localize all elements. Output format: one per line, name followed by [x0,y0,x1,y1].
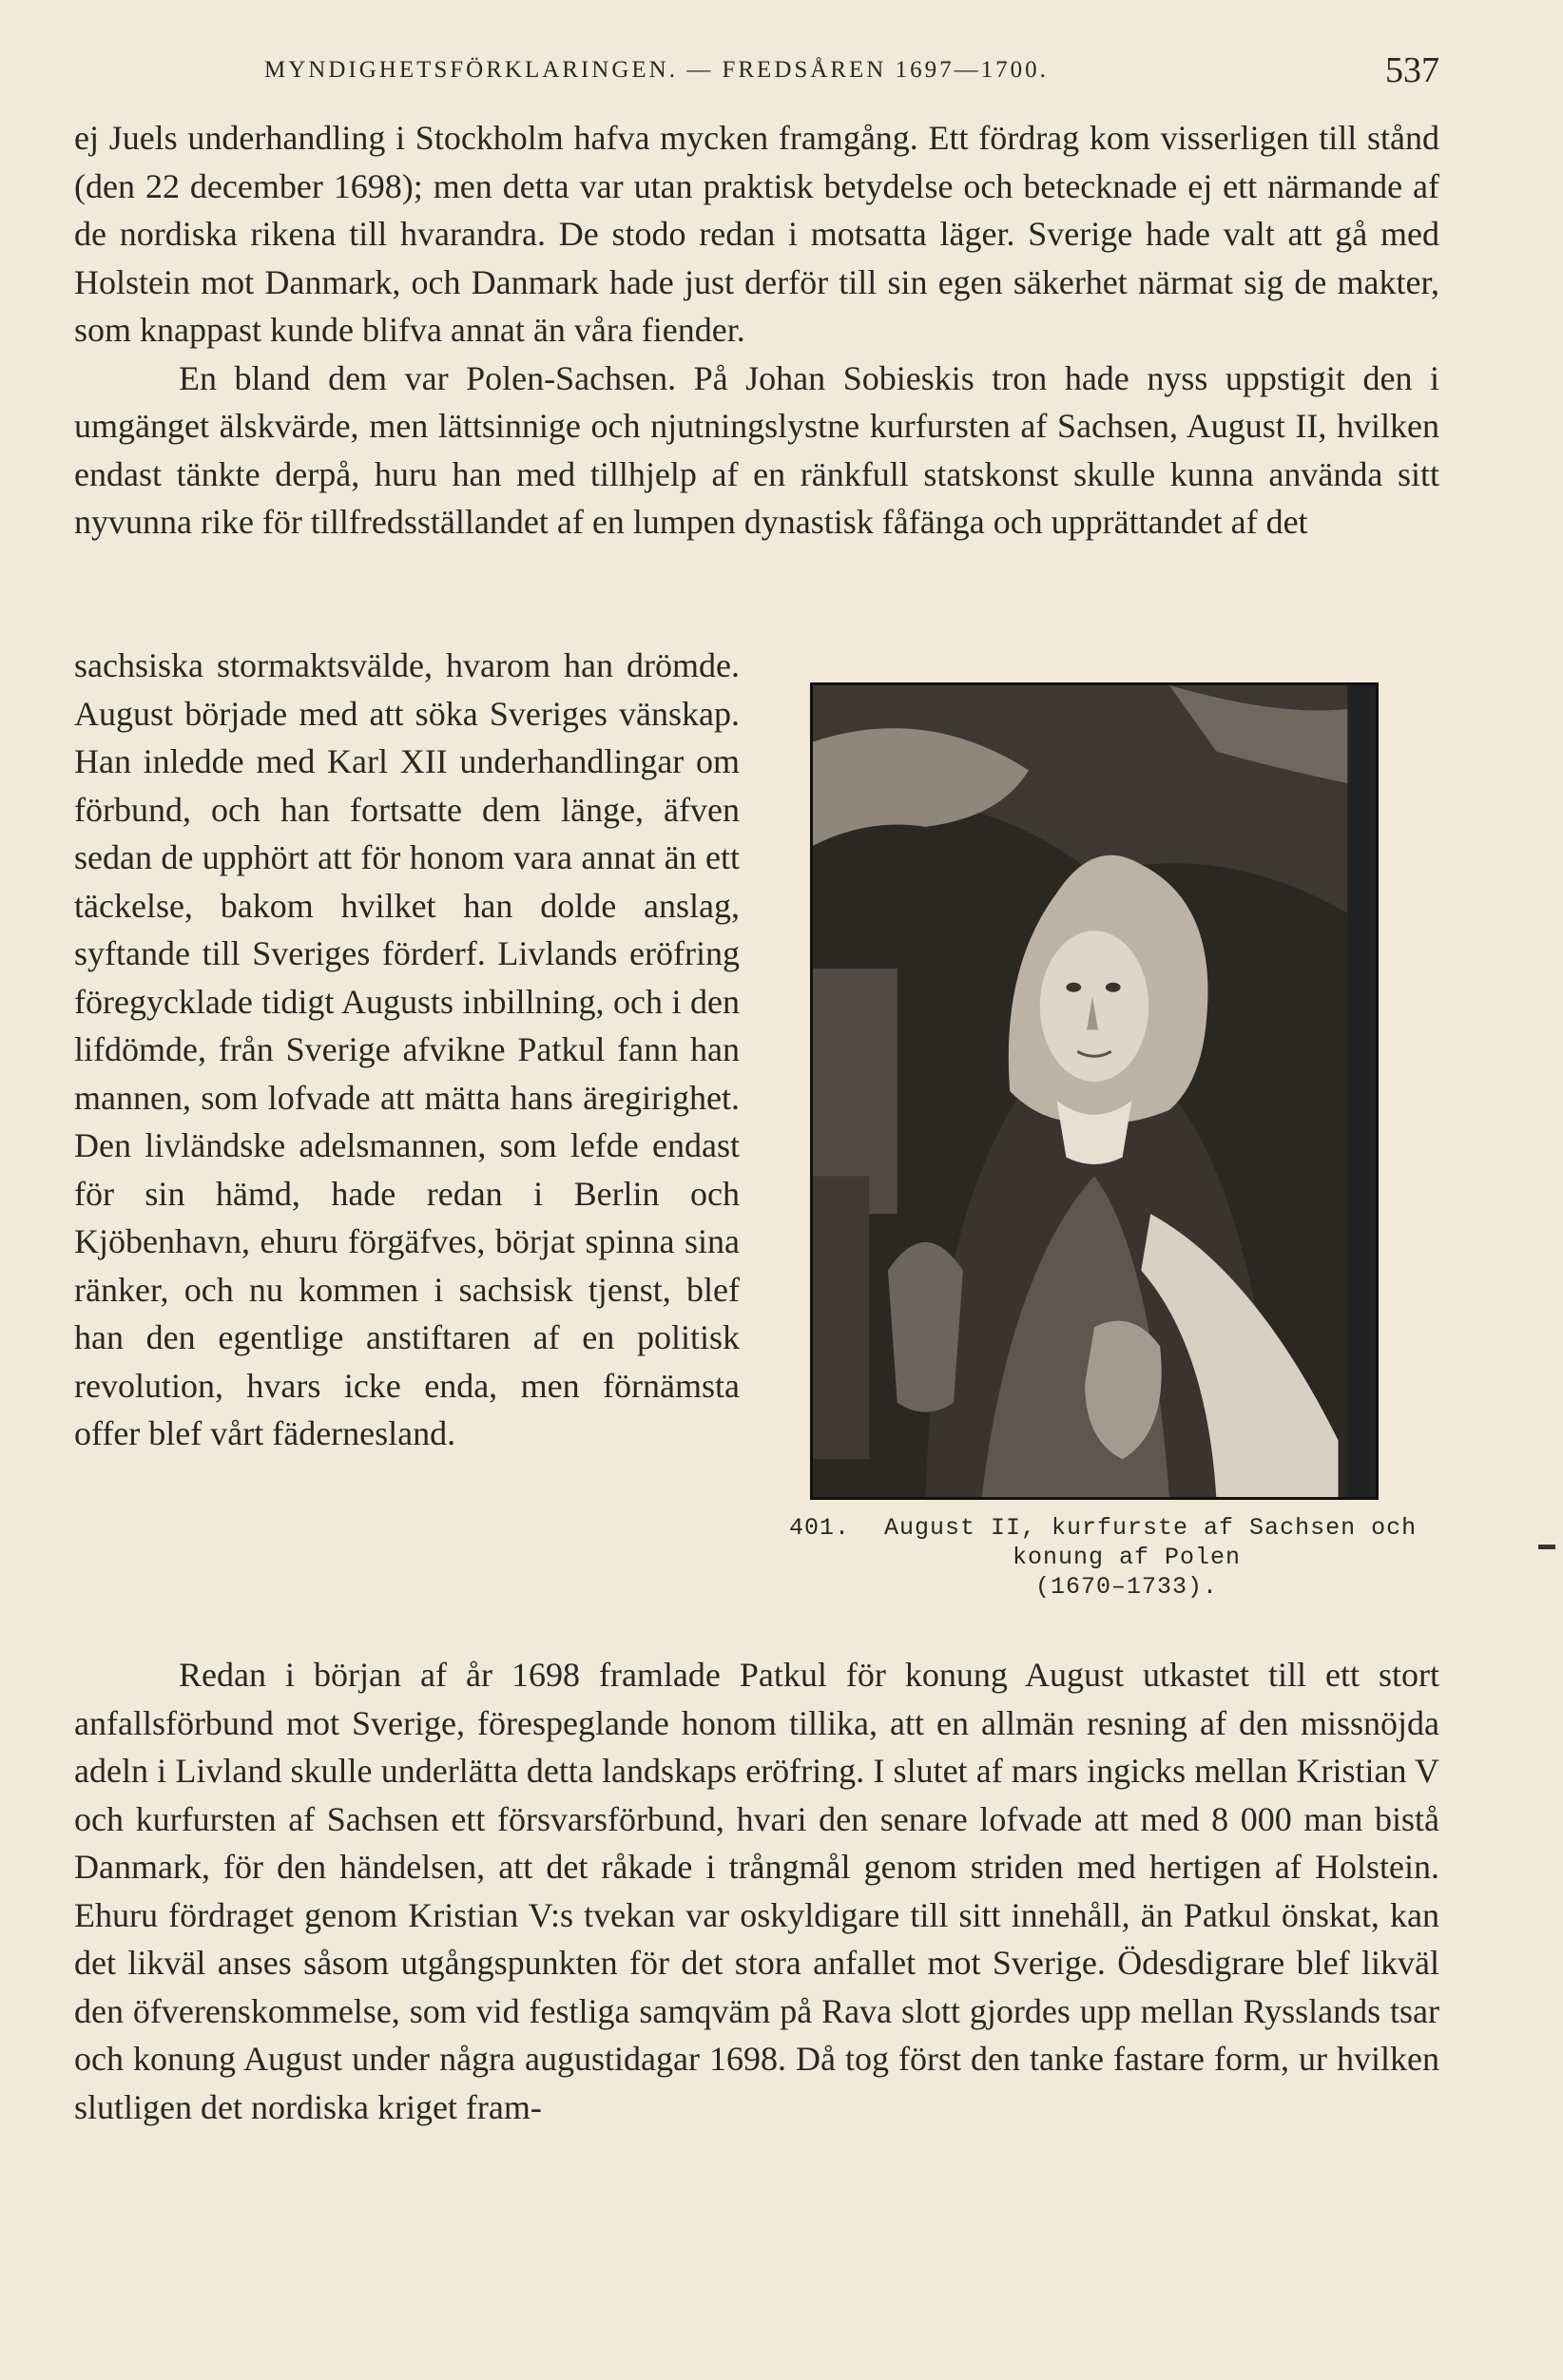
page-header [74,49,1439,90]
portrait-illustration [813,685,1376,1497]
caption-line-1 [789,1513,1436,1543]
paragraph-2-continued: sachsiska stormaktsvälde, hvarom han drömde. August började med att söka Sveriges vänskap. Han inledde med Karl XII underhandlingar om förbund, och han fortsatte dem länge, äfven sedan de upphört att för honom vara annat än ett täckelse, bakom hvilket han dolde anslag, syftande till Sveriges förderf. Livlands eröfring föregycklade tidigt Augusts inbillning, och i den lifdömde, från Sverige afvikne Patkul fann han mannen, som lofvade att mätta hans äregirighet. Den livländske adelsmannen, som lefde endast för sin hämd, hade redan i Berlin och Kjöbenhavn, ehuru förgäfves, börjat spinna sina ränker, och nu kommen i sachsisk tjenst, blef han den egentlige anstiftaren af en politisk revolution, hvars icke enda, men förnämsta offer blef vårt fädernesland. [74,646,740,1452]
figure-caption [789,1513,1436,1602]
text-block-wrapped [74,642,740,1458]
paragraph-2-start: En bland dem var Polen-Sachsen. På Johan Sobieskis tron hade nyss uppstigit den i umgänget älskvärde, men lättsinnige och njutningslystne kurfursten af Sachsen, August II, hvilken endast tänkte derpå, huru han med tillhjelp af en ränkfull statskonst skulle kunna använda sitt nyvunna rike för tillfredsställandet af en lumpen dynastisk fåfänga och upprättandet af det [74,358,1439,541]
text-block-top [74,114,1439,547]
paragraph-3: Redan i början af år 1698 framlade Patkul för konung August utkastet till ett stort anfallsförbund mot Sverige, förespeglande honom tillika, att en allmän resning af den missnöjda adeln i Livland skulle underlätta detta landskaps eröfring. I slutet af mars ingicks mellan Kristian V och kurfursten af Sachsen ett försvarsförbund, hvari den senare lofvade att med 8 000 man bistå Danmark, för den händelsen, att det råkade i trångmål genom striden med hertigen af Holstein. Ehuru fördraget genom Kristian V:s tvekan var oskyldigare till sitt innehåll, än Patkul önskat, kan det likväl anses såsom utgångspunkten för det stora anfallet mot Sverige. Ödesdigrare blef likväl den öfverenskommelse, som vid festliga samqväm på Rava slott gjordes upp mellan Rysslands tsar och konung August under några augustidagar 1698. Då tog först den tanke fastare form, ur hvilken slutligen det nordiska kriget fram- [74,1656,1439,2126]
margin-mark [1538,1545,1555,1549]
page-number: 537 [1385,50,1439,90]
figure-number: 401. [789,1514,851,1542]
running-head: MYNDIGHETSFÖRKLARINGEN. — FREDSÅREN 1697—1700. [264,57,1049,83]
paragraph-1: ej Juels underhandling i Stockholm hafva mycken framgång. Ett fördrag kom visserligen till stånd (den 22 december 1698); men detta var utan praktisk betydelse och betecknade ej ett närmande af de nordiska rikena till hvarandra. De stodo redan i motsatta läger. Sverige hade valt att gå med Holstein mot Danmark, och Danmark hade just derför till sin egen säkerhet närmat sig de makter, som knappast kunde blifva annat än våra fiender. [74,119,1439,349]
caption-dates: (1670–1733). [1034,1573,1219,1601]
text-block-bottom [74,1651,1439,2131]
caption-title: August II, kurfurste af Sachsen och [884,1514,1418,1542]
portrait-engraving [810,682,1379,1500]
caption-line-2: konung af Polen [1012,1544,1242,1571]
